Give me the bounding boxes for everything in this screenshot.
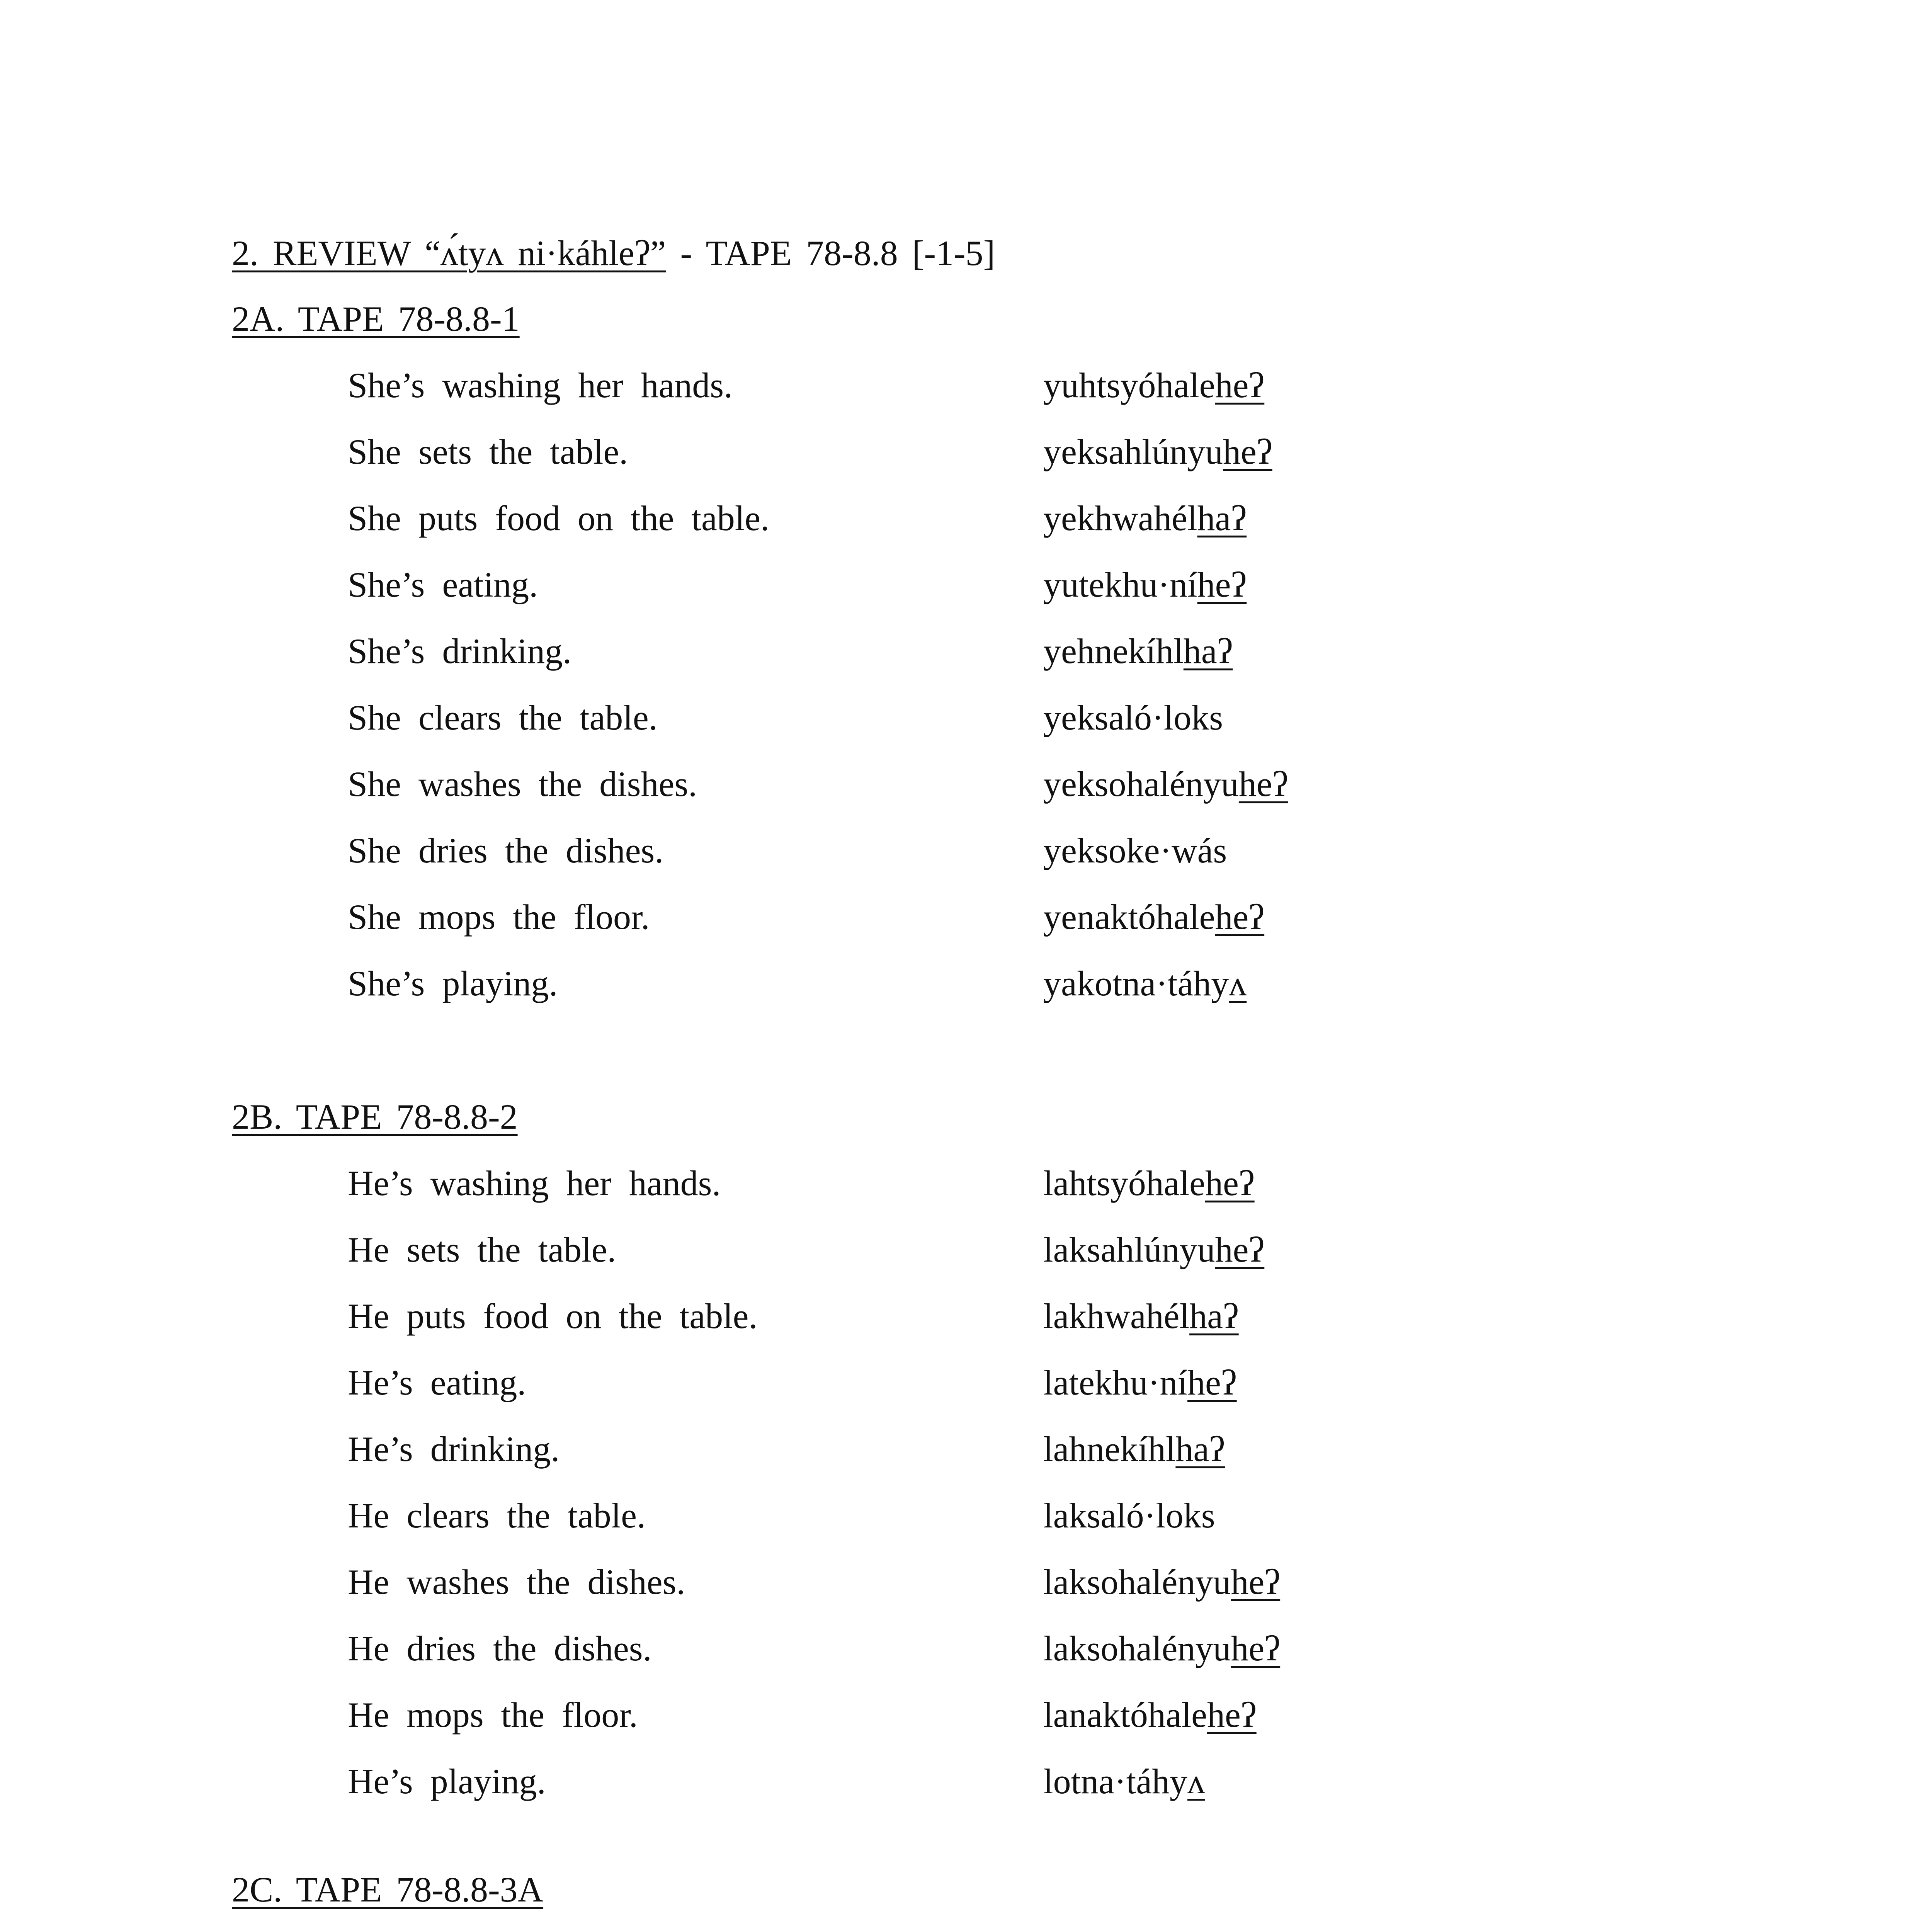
mohawk-phrase: yenaktóhaleheʔ: [1043, 897, 1265, 937]
table-row: [0, 497, 1932, 543]
section-title-2c: 2C. TAPE 78-8.8-3A: [232, 1870, 544, 1909]
mohawk-phrase: yeksohalényuheʔ: [1043, 764, 1288, 804]
table-row: [0, 1228, 1932, 1275]
mohawk-phrase: yehnekíhlhaʔ: [1043, 631, 1233, 671]
english-phrase: He mops the floor.: [348, 1695, 638, 1735]
table-row: [0, 1295, 1932, 1341]
english-phrase: He dries the dishes.: [348, 1629, 652, 1668]
table-row: [0, 962, 1932, 1009]
table-row: [0, 430, 1932, 477]
english-phrase: She clears the table.: [348, 698, 658, 737]
heading-rest: - TAPE 78-8.8 [-1-5]: [666, 233, 995, 273]
english-phrase: She’s drinking.: [348, 631, 572, 671]
mohawk-phrase: yeksaló·loks: [1043, 698, 1223, 737]
english-phrase: She’s washing her hands.: [348, 366, 733, 405]
heading-underlined: 2. REVIEW “ʌ́tyʌ ni·káhleʔ”: [232, 233, 666, 273]
mohawk-phrase: lakhwahélhaʔ: [1043, 1296, 1239, 1336]
english-phrase: She dries the dishes.: [348, 831, 664, 870]
english-phrase: He’s playing.: [348, 1762, 546, 1801]
table-row: [0, 696, 1932, 743]
section-title-2b: 2B. TAPE 78-8.8-2: [232, 1097, 518, 1136]
mohawk-phrase: yeksahlúnyuheʔ: [1043, 432, 1272, 471]
page-heading: [232, 232, 995, 274]
english-phrase: He’s drinking.: [348, 1429, 560, 1469]
table-row: [0, 1694, 1932, 1740]
mohawk-phrase: yekhwahélhaʔ: [1043, 498, 1247, 538]
mohawk-phrase: laksaló·loks: [1043, 1496, 1215, 1535]
table-row: [0, 1760, 1932, 1806]
table-row: [0, 763, 1932, 809]
mohawk-phrase: lanaktóhaleheʔ: [1043, 1695, 1257, 1735]
table-row: [0, 1627, 1932, 1673]
english-phrase: He’s eating.: [348, 1363, 526, 1402]
mohawk-phrase: yeksoke·wás: [1043, 831, 1227, 870]
mohawk-phrase: laksohalényuheʔ: [1043, 1562, 1281, 1602]
english-phrase: She’s eating.: [348, 565, 538, 604]
english-phrase: She washes the dishes.: [348, 764, 697, 804]
table-row: [0, 364, 1932, 410]
table-row: [0, 1561, 1932, 1607]
mohawk-phrase: latekhu·níheʔ: [1043, 1363, 1237, 1402]
mohawk-phrase: lahtsyóhaleheʔ: [1043, 1163, 1255, 1203]
table-row: [0, 896, 1932, 942]
mohawk-phrase: yakotna·táhyʌ: [1043, 964, 1247, 1003]
mohawk-phrase: laksahlúnyuheʔ: [1043, 1230, 1265, 1269]
english-phrase: He’s washing her hands.: [348, 1163, 721, 1203]
mohawk-phrase: lahnekíhlhaʔ: [1043, 1429, 1225, 1469]
english-phrase: She mops the floor.: [348, 897, 650, 937]
table-row: [0, 630, 1932, 676]
mohawk-phrase: lotna·táhyʌ: [1043, 1762, 1205, 1801]
english-phrase: She sets the table.: [348, 432, 628, 471]
english-phrase: He sets the table.: [348, 1230, 616, 1269]
english-phrase: She’s playing.: [348, 964, 558, 1003]
section-title-2a: 2A. TAPE 78-8.8-1: [232, 299, 520, 338]
mohawk-phrase: laksohalényuheʔ: [1043, 1629, 1281, 1668]
mohawk-phrase: yutekhu·níheʔ: [1043, 565, 1247, 604]
english-phrase: He puts food on the table.: [348, 1296, 758, 1336]
table-row: [0, 563, 1932, 610]
mohawk-phrase: yuhtsyóhaleheʔ: [1043, 366, 1265, 405]
english-phrase: He washes the dishes.: [348, 1562, 685, 1602]
table-row: [0, 1361, 1932, 1408]
english-phrase: She puts food on the table.: [348, 498, 770, 538]
table-row: [0, 1428, 1932, 1474]
table-row: [0, 1162, 1932, 1208]
table-row: [0, 1494, 1932, 1541]
table-row: [0, 829, 1932, 876]
english-phrase: He clears the table.: [348, 1496, 646, 1535]
